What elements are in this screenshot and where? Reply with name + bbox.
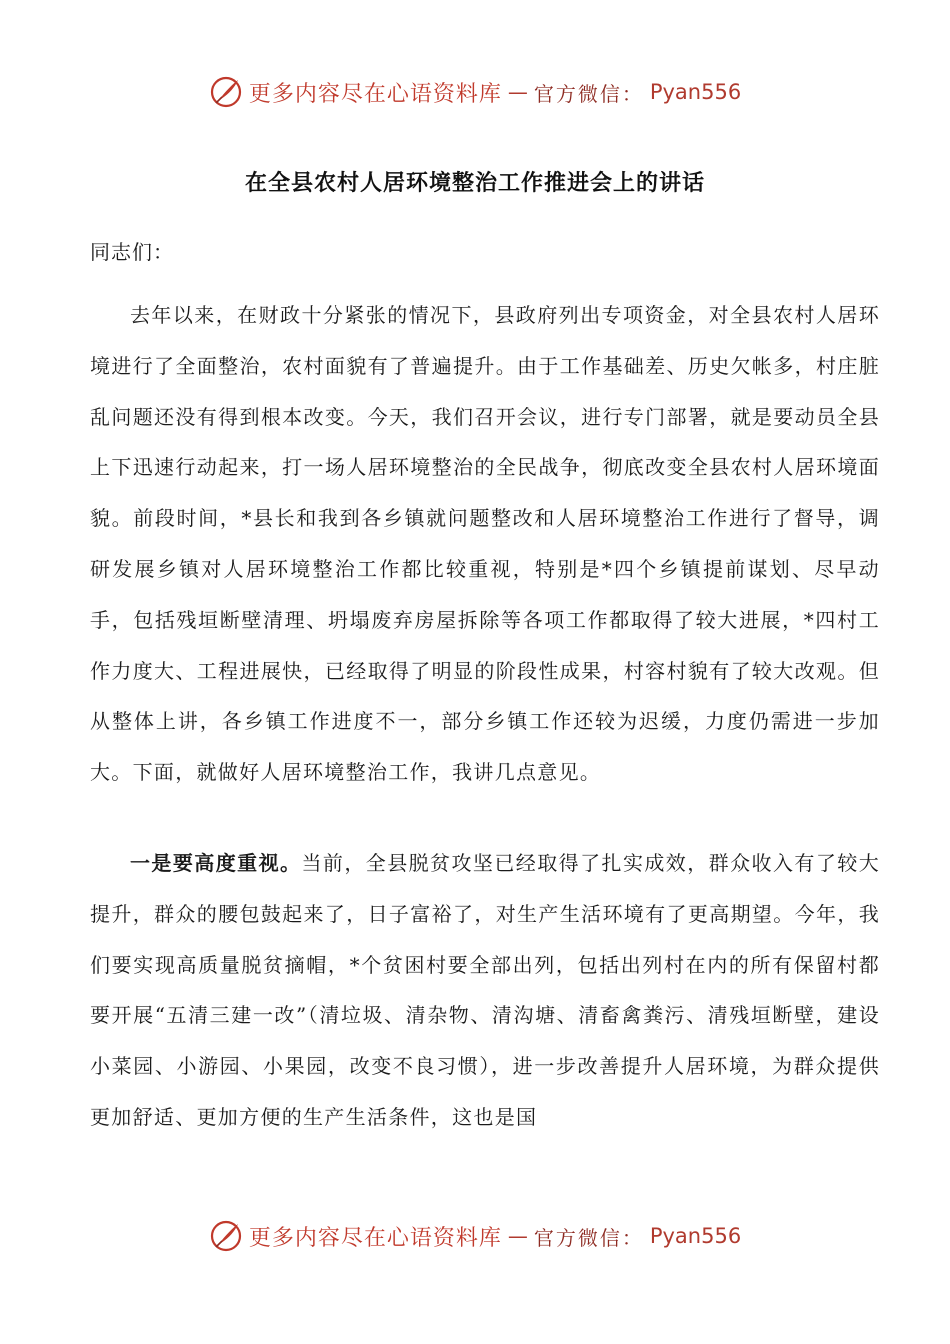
banner-wechat-id: Pyan556: [649, 1224, 742, 1248]
footer-banner: [0, 1214, 950, 1258]
banner-wechat-label: 官方微信：: [533, 81, 644, 106]
banner-brand-text: 更多内容尽在心语资料库: [248, 81, 502, 107]
banner-brand-text: 更多内容尽在心语资料库: [248, 1225, 502, 1251]
salutation: 同志们：: [90, 240, 174, 264]
body-paragraph: [90, 838, 880, 1143]
quill-logo-icon: [209, 1219, 243, 1253]
banner-dash: —: [507, 1224, 528, 1248]
banner-dash: —: [507, 80, 528, 104]
body-paragraph: [90, 290, 880, 798]
paragraph-text: 去年以来，在财政十分紧张的情况下，县政府列出专项资金，对全县农村人居环境进行了全面整治，农村面貌有了普遍提升。由于工作基础差、历史欠帐多，村庄脏乱问题还没有得到根本改变。今天，我们召开会议，进行专门部署，就是要动员全县上下迅速行动起来，打一场人居环境整治的全民战争，彻底改变全县农村人居环境面貌。前段时间，*县长和我到各乡镇就问题整改和人居环境整治工作进行了督导，调研发展乡镇对人居环境整治工作都比较重视，特别是*四个乡镇提前谋划、尽早动手，包括残垣断壁清理、坍塌废弃房屋拆除等各项工作都取得了较大进展，*四村工作力度大、工程进展快，已经取得了明显的阶段性成果，村容村貌有了较大改观。但从整体上讲，各乡镇工作进度不一，部分乡镇工作还较为迟缓，力度仍需进一步加大。下面，就做好人居环境整治工作，我讲几点意见。: [90, 303, 880, 785]
banner-wechat-label: 官方微信：: [533, 1225, 644, 1250]
banner-wechat-id: Pyan556: [649, 80, 742, 104]
paragraph-lead: 一是要高度重视。: [130, 851, 302, 875]
paragraph-text: 当前，全县脱贫攻坚已经取得了扎实成效，群众收入有了较大提升，群众的腰包鼓起来了，日子富裕了，对生产生活环境有了更高期望。今年，我们要实现高质量脱贫摘帽，*个贫困村要全部出列，包括出列村在内的所有保留村都要开展“五清三建一改”（清垃圾、清杂物、清沟塘、清畜禽粪污、清残垣断壁，建设小菜园、小游园、小果园，改变不良习惯），进一步改善提升人居环境，为群众提供更加舒适、更加方便的生产生活条件，这也是国: [90, 851, 880, 1129]
quill-logo-icon: [209, 75, 243, 109]
header-banner: [0, 70, 950, 114]
document-title: 在全县农村人居环境整治工作推进会上的讲话: [244, 170, 705, 196]
